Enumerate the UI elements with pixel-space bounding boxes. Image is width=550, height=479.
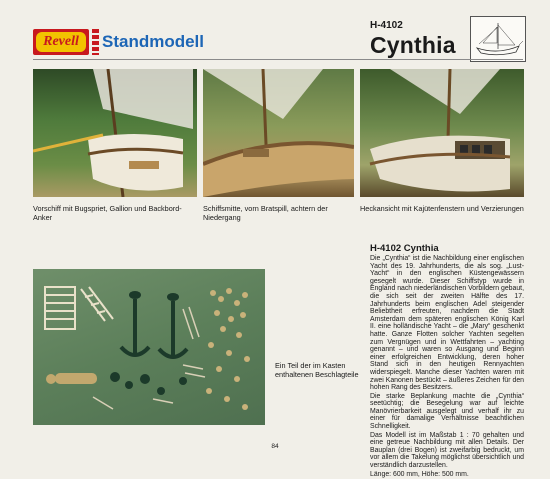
article-paragraph: Die „Cynthia“ ist die Nachbildung einer englischen Yacht des 19. Jahrhunderts, die als sog. „Lust-Yacht“ in den englischen Küstengewässern gesegelt wurde. Dieser Schiffstyp wurde in England nach niederländischen Vorbildern gebaut, die sich seit der zweiten Hälfte des 17. Jahrhunderts beim englischen Adel steigender Beliebtheit erfreuten, nachdem die Stadt Amsterdam dem späteren englischen König Karl II. eine holländische Yacht – die „Mary“ geschenkt hatte. Ganze Flotten solcher Yachten segelten zum Vergnügen und in Wettfahrten – yachting genannt – und waren so Ausgang und Beginn einer erfolgreichen Entwicklung, deren hoher Stand sich in den heutigen Rennyachten widerspiegelt. Manche dieser Yachten waren mit zwei Kanonen bestückt – äußeres Zeichen für den hohen Rang des Besitzers. (370, 255, 525, 392)
article-dimensions: Länge: 600 mm, Höhe: 500 mm. (370, 470, 469, 478)
kit-parts-photo (33, 269, 265, 425)
brand-wordmark: Revell (36, 32, 86, 52)
page-number: 84 (271, 443, 279, 450)
kit-photo-caption: Ein Teil der im Kasten enthaltenen Beschlagteile (275, 361, 359, 379)
model-code: H-4102 (370, 20, 403, 31)
series-title: Standmodell (102, 32, 205, 51)
caption-bow: Vorschiff mit Bugspriet, Gallion und Backbord-Anker (33, 204, 182, 222)
photo-stern (360, 69, 524, 197)
ship-sketch-icon (470, 16, 526, 62)
header-rule (33, 59, 523, 60)
article-title: H-4102 Cynthia (370, 243, 439, 254)
logo-stripes (92, 29, 99, 55)
photo-bow (33, 69, 197, 197)
article-paragraph: Das Modell ist im Maßstab 1 : 70 gehalten und eine getreue Nachbildung mit allen Details. Der Bauplan (drei Bogen) ist zweifarbig bedruckt, um vor allem die Takelung möglichst übersichtlich und verständlich darzustellen. (370, 431, 524, 470)
caption-stern: Heckansicht mit Kajütenfenstern und Verzierungen (360, 204, 524, 213)
revell-logo (33, 29, 89, 55)
photo-midship (203, 69, 354, 197)
article-paragraph: Die starke Beplankung machte die „Cynthia“ seetüchtig; die Besegelung war auf leichte Manövrierbarkeit ausgelegt und verhalf ihr zu einer für damalige Verhältnisse beachtlichen Schnelligkeit. (370, 392, 524, 431)
caption-midship: Schiffsmitte, vorn Bratspill, achtern der Niedergang (203, 204, 328, 222)
model-name: Cynthia (370, 32, 456, 58)
